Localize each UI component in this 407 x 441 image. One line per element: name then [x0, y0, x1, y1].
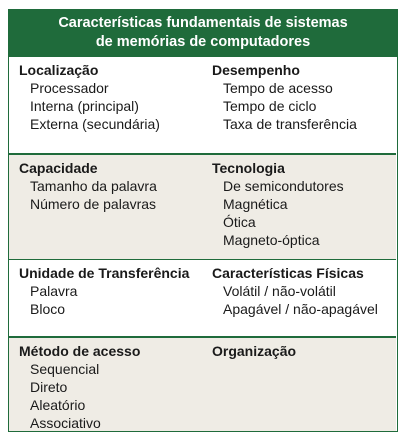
header-line-2: de memórias de computadores: [95, 34, 311, 50]
section-transfer-physical: [9, 260, 396, 336]
section-right: [212, 264, 378, 318]
list-item: De semicondutores: [223, 177, 344, 194]
list-item: Magnética: [223, 195, 288, 212]
section-capacity-technology: [9, 155, 396, 259]
section-title: Capacidade: [19, 159, 98, 176]
list-item: Processador: [30, 80, 109, 96]
section-title: Unidade de Transferência: [19, 265, 190, 281]
list-item: Tamanho da palavra: [30, 177, 157, 194]
list-item: Número de palavras: [30, 195, 157, 212]
section-title: Organização: [212, 342, 297, 359]
list-item: Externa (secundária): [30, 116, 160, 132]
list-item: Aleatório: [30, 396, 86, 413]
header-line-1: Características fundamentais de sistemas: [58, 15, 348, 31]
section-title: Tecnologia: [212, 159, 285, 176]
list-item: Associativo: [30, 414, 101, 431]
list-item: Magneto-óptica: [223, 231, 320, 248]
section-access-organization: [9, 338, 396, 431]
list-item: Palavra: [30, 283, 78, 299]
list-item: Sequencial: [30, 360, 100, 377]
section-left: [19, 61, 160, 133]
section-left: [19, 264, 189, 318]
section-left: [19, 159, 157, 213]
list-item: Tempo de acesso: [223, 80, 333, 96]
section-right: [212, 159, 344, 249]
list-item: Ótica: [223, 213, 256, 230]
list-item: Tempo de ciclo: [223, 98, 317, 114]
section-right: [212, 342, 296, 360]
list-item: Taxa de transferência: [223, 116, 357, 132]
list-item: Direto: [30, 378, 68, 395]
list-item: Interna (principal): [30, 98, 139, 114]
list-item: Volátil / não-volátil: [223, 283, 336, 299]
section-left: [19, 342, 140, 432]
section-location-performance: [9, 57, 396, 150]
list-item: Bloco: [30, 301, 66, 317]
section-title: Desempenho: [212, 62, 300, 78]
section-title: Características Físicas: [212, 265, 364, 281]
section-title: Localização: [19, 62, 99, 78]
table-header: [8, 9, 398, 57]
memory-characteristics-table: [8, 9, 398, 432]
list-item: Apagável / não-apagável: [223, 301, 378, 317]
section-title: Método de acesso: [19, 342, 141, 359]
table-body: [8, 57, 398, 432]
section-right: [212, 61, 357, 133]
